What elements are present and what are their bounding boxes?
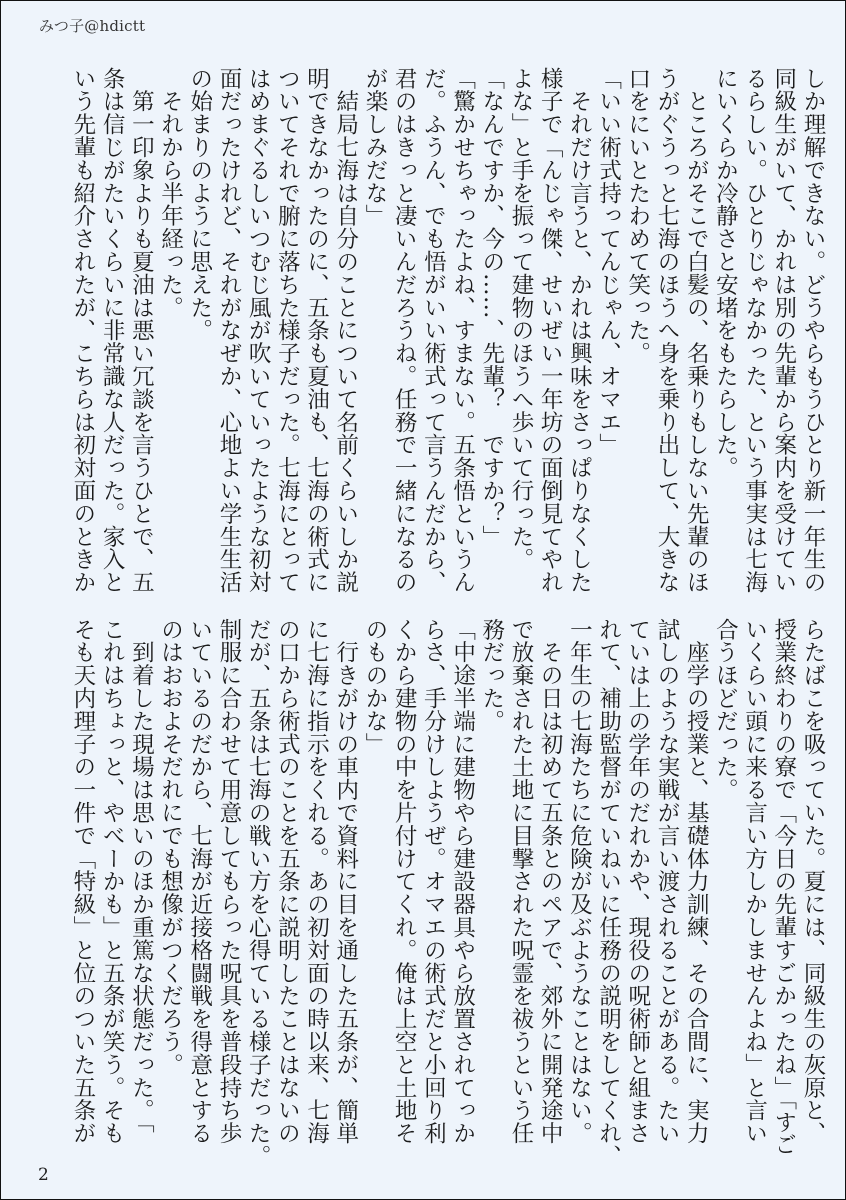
text-column: のものかな」 — [361, 618, 388, 756]
text-column: 務だった。 — [478, 618, 505, 733]
text-column: ついてそれで腑に落ちた様子だった。七海にとって — [274, 67, 301, 594]
author-credit: みつ子@hdictt — [39, 17, 146, 35]
text-column: これはちょっと、やべーかも」と五条が笑う。そも — [99, 618, 126, 1145]
text-column: 「いい術式持ってんじゃん、オマエ」 — [595, 67, 622, 457]
text-column: 合うほどだった。 — [712, 618, 739, 802]
text-column: で放棄された土地に目撃された呪霊を祓うという任 — [507, 618, 534, 1145]
text-column: しか理解できない。どうやらもうひとり新一年生の — [800, 67, 826, 594]
text-column: の始まりのように思えた。 — [186, 67, 213, 342]
text-column: 座学の授業と、基礎体力訓練、その合間に、実力 — [683, 618, 710, 1145]
text-column: 「中途半端に建物やら建設器具やら放置されてっか — [449, 618, 476, 1145]
text-column: そも天内理子の一件で「特級」と位のついた五条が — [69, 618, 96, 1145]
text-column: 「なんですか、今の……、先輩？ ですか？」 — [478, 67, 505, 548]
text-column: その日は初めて五条とのペアで、郊外に開発途中 — [537, 618, 564, 1145]
text-column: 到着した現場は思いのほか重篤な状態だった。「 — [128, 618, 155, 1134]
text-column: それだけ言うと、かれは興味をさっぱりなくした — [566, 67, 593, 594]
text-column: だ。ふうん、でも悟がいい術式って言うんだから、 — [420, 67, 447, 594]
text-column: いているのだから、七海が近接格闘戦を得意とする — [186, 618, 213, 1145]
text-column: はめまぐるしいつむじ風が吹いていったような初対 — [245, 67, 272, 594]
text-column: 結局七海は自分のことについて名前くらいしか説 — [332, 67, 359, 594]
text-column: 授業終わりの寮で「今日の先輩すごかったね」「すご — [770, 618, 797, 1157]
text-column: それから半年経った。 — [157, 67, 184, 319]
text-column: いくらい頭に来る言い方しかしませんよね」と言い — [741, 618, 768, 1145]
text-column: ところがそこで白髪の、名乗りもしない先輩のほ — [683, 67, 710, 594]
text-column: くから建物の中を片付けてくれ。俺は上空と土地そ — [391, 618, 418, 1145]
text-column: らたばこを吸っていた。夏には、同級生の灰原と、 — [800, 618, 826, 1145]
page-number: 2 — [38, 1165, 49, 1185]
text-column: れて、補助監督がていねいに任務の説明をしてくれ、 — [595, 618, 622, 1168]
text-column: 様子で「んじゃ傑、せいぜい一年坊の面倒見てやれ — [537, 67, 564, 594]
text-column: にいくらか冷静さと安堵をもたらした。 — [712, 67, 739, 480]
text-column: いう先輩も紹介されたが、こちらは初対面のときか — [69, 67, 96, 594]
text-column: の口から術式のことを五条に説明したことはないの — [274, 618, 301, 1145]
text-column: 口をにいとたわめて笑った。 — [624, 67, 651, 365]
text-column: うがぐうっと七海のほうへ身を乗り出して、大きな — [653, 67, 680, 594]
text-column: 条は信じがたいくらいに非常識な人だった。家入と — [99, 67, 126, 594]
text-column: らさ、手分けしようぜ。オマエの術式だと小回り利 — [420, 618, 447, 1145]
text-column: 君のはきっと凄いんだろうね。任務で一緒になるの — [391, 67, 418, 594]
text-column: 行きがけの車内で資料に目を通した五条が、簡単 — [332, 618, 359, 1145]
text-block-top — [19, 67, 827, 594]
text-column: 試しのような実戦が言い渡されることがある。たい — [653, 618, 680, 1145]
text-column: が楽しみだな」 — [361, 67, 388, 228]
text-column: 一年生の七海たちに危険が及ぶようなことはない。 — [566, 618, 593, 1145]
text-column: に七海に指示をくれる。あの初対面の時以来、七海 — [303, 618, 330, 1145]
text-column: 同級生がいて、かれは別の先輩から案内を受けてい — [770, 67, 797, 594]
text-column: 制服に合わせて用意してもらった呪具を普段持ち歩 — [215, 618, 242, 1145]
text-column: よな」と手を振って建物のほうへ歩いて行った。 — [507, 67, 534, 571]
text-column: 「驚かせちゃったよね、すまない。五条悟というん — [449, 67, 476, 594]
text-column: だが、五条は七海の戦い方を心得ている様子だった。 — [245, 618, 272, 1168]
text-column: るらしい。ひとりじゃなかった、という事実は七海 — [741, 67, 768, 594]
text-column: 明できなかったのに、五条も夏油も、七海の術式に — [303, 67, 330, 594]
text-column: 面だったけれど、それがなぜか、心地よい学生生活 — [215, 67, 242, 594]
text-column: ていは上の学年のだれかや、現役の呪術師と組まさ — [624, 618, 651, 1145]
text-column: 第一印象よりも夏油は悪い冗談を言うひとで、五 — [128, 67, 155, 594]
text-column: のはおおよそだれにでも想像がつくだろう。 — [157, 618, 184, 1076]
text-block-bottom — [19, 618, 827, 1168]
